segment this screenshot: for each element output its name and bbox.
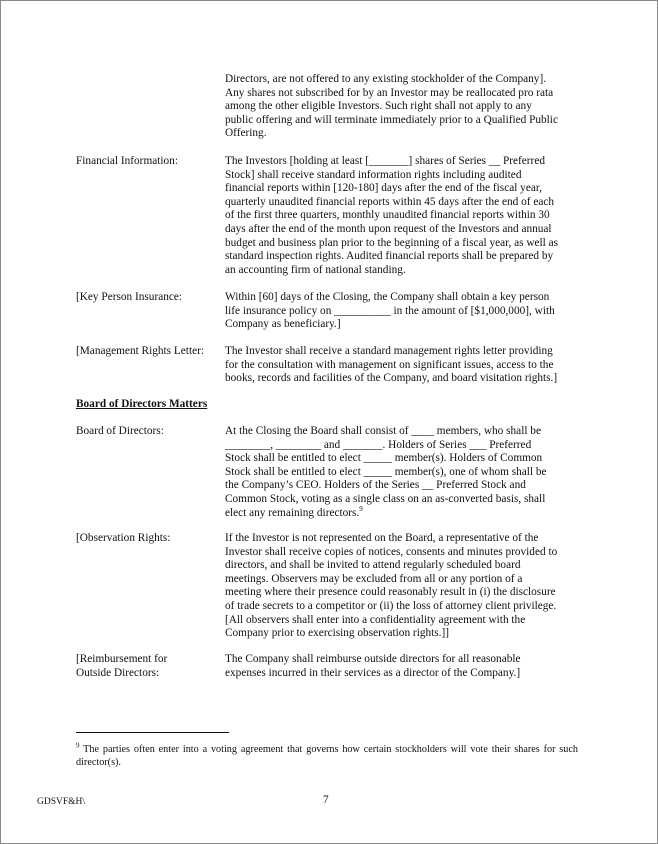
reimbursement-line: The Company shall reimburse outside directors for all reasonable [225,653,521,665]
financial-line: financial reports within [120-180] days after the end of the fiscal year, [225,182,542,195]
key-person-insurance-text [225,291,575,332]
board-of-directors-label: Board of Directors: [76,425,164,437]
observation-line: directors, and shall be invited to attend regularly scheduled board [225,559,521,572]
financial-line: standard inspection rights. Audited financial reports shall be prepared by [225,250,554,263]
key-person-line: Company as beneficiary.] [225,318,341,331]
management-line: for the consultation with management on significant issues, access to the [225,358,554,371]
financial-information-label: Financial Information: [76,155,178,167]
management-line: books, records and facilities of the Company, and board visitation rights.] [225,372,558,385]
financial-line: quarterly unaudited financial reports within 45 days after the end of each [225,195,555,208]
financial-line: The Investors [holding at least [_______] shares of Series __ Preferred [225,155,545,167]
board-line: ________, ________ and _______. Holders of Series ___ Preferred [225,438,532,451]
board-line: Stock shall be entitled to elect _____ member(s), one of whom shall be [225,465,547,478]
financial-information-text [225,155,575,277]
observation-line: meetings. Observers may be excluded from all or any portion of a [225,572,523,585]
observation-line: If the Investor is not represented on the Board, a representative of the [225,532,539,544]
reimbursement-line: expenses incurred in their services as a director of the Company.] [225,666,521,679]
management-line: The Investor shall receive a standard management rights letter providing [225,345,553,357]
intro-line: Offering. [225,127,267,140]
management-rights-label: [Management Rights Letter: [76,345,204,357]
reimbursement-label-line: [Reimbursement for [76,653,168,665]
financial-line: Stock] shall receive standard information rights including audited [225,168,522,181]
financial-line: an accounting firm of national standing. [225,263,406,276]
intro-paragraph [225,73,575,141]
financial-line: of the first three quarters, monthly unaudited financial reports within 30 [225,209,550,222]
observation-line: of trade secrets to a competitor or (ii) the loss of attorney client privilege. [225,599,557,612]
section-heading: Board of Directors Matters [76,398,208,410]
document-code: GDSVF&H\ [37,797,86,807]
management-rights-text [225,345,575,386]
financial-line: budget and business plan prior to the beginning of a fiscal year, as well as [225,236,559,249]
key-person-line: life insurance policy on __________ in the amount of [$1,000,000], with [225,304,555,317]
footnote-reference[interactable]: 9 [359,504,363,513]
intro-line: public offering and will terminate immediately prior to a Qualified Public [225,113,558,126]
board-last-line-text: elect any remaining directors. [225,506,360,519]
board-line: Common Stock, voting as a single class on an as-converted basis, shall [225,492,546,505]
board-of-directors-text [225,425,575,520]
footnote-text: The parties often enter into a voting agreement that governs how certain stockholders will vote their shares for such director(s). [76,744,578,768]
intro-line: among the other eligible Investors. Such right shall not apply to any [225,100,532,113]
key-person-line: Within [60] days of the Closing, the Company shall obtain a key person [225,291,550,303]
observation-line: Company prior to exercising observation rights.]] [225,627,450,640]
observation-line: Investor shall receive copies of notices, consents and minutes provided to [225,545,558,558]
reimbursement-label-line: Outside Directors: [76,666,160,679]
board-last-line [225,504,575,521]
financial-line: days after the end of the month upon request of the Investors and annual [225,222,552,235]
footnote-number: 9 [76,741,80,750]
observation-line: [All observers shall enter into a confidentiality agreement with the [225,613,526,626]
intro-line: Any shares not subscribed for by an Investor may be reallocated pro rata [225,86,554,99]
footnote-divider [76,732,229,733]
board-line: Stock shall be entitled to elect _____ member(s). Holders of Common [225,452,543,465]
observation-rights-label: [Observation Rights: [76,532,171,544]
observation-rights-text [225,532,575,641]
intro-line: Directors, are not offered to any existing stockholder of the Company]. [225,73,547,85]
reimbursement-label [76,653,221,680]
observation-line: meeting where their presence could reasonably result in (i) the disclosure [225,586,556,599]
board-line: At the Closing the Board shall consist of ____ members, who shall be [225,425,541,437]
reimbursement-text [225,653,575,680]
key-person-insurance-label: [Key Person Insurance: [76,291,183,303]
page-number: 7 [323,794,329,806]
footnote [76,741,578,769]
board-line: the Company’s CEO. Holders of the Series __ Preferred Stock and [225,479,526,492]
